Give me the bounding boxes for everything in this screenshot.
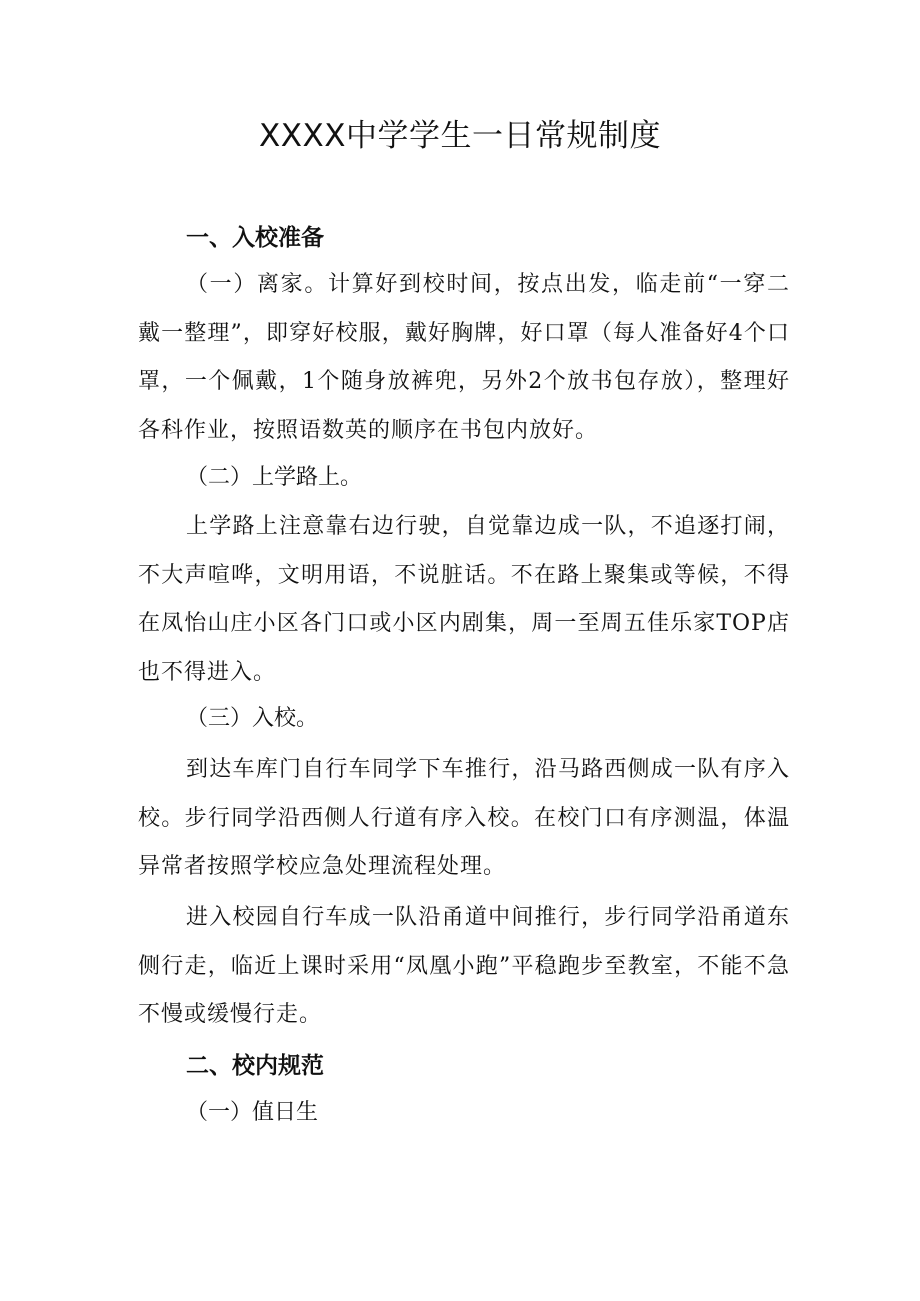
section-heading-2: 二、校内规范 bbox=[186, 1053, 324, 1079]
subsection-label: （一） bbox=[186, 272, 258, 297]
paragraph-text: 离家。计算好到校时间，按点出发，临走前“一穿二戴一整理”，即穿好校服，戴好胸牌，好口罩（每人准备好4个口罩，一个佩戴，1个随身放裤兜，另外2个放书包存放），整理好各科作业，按照语数英的顺序在书包内放好。 bbox=[138, 272, 790, 443]
subsection-heading-commute: （二）上学路上。 bbox=[186, 465, 363, 490]
paragraph-entering-2: 进入校园自行车成一队沿甬道中间推行，步行同学沿甬道东侧行走，临近上课时采用“凤凰小跑”平稳跑步至教室，不能不急不慢或缓慢行走。 bbox=[138, 905, 790, 1027]
paragraph-entering-1: 到达车库门自行车同学下车推行，沿马路西侧成一队有序入校。步行同学沿西侧人行道有序入校。在校门口有序测温，体温异常者按照学校应急处理流程处理。 bbox=[138, 757, 790, 879]
subsection-heading-entering: （三）入校。 bbox=[186, 706, 319, 731]
subsection-heading-duty: （一）值日生 bbox=[186, 1100, 319, 1125]
paragraph-commute: 上学路上注意靠右边行驶，自觉靠边成一队，不追逐打闹，不大声喧哗，文明用语，不说脏话。不在路上聚集或等候，不得在凤怡山庄小区各门口或小区内剧集，周一至周五佳乐家TOP店也不得进入。 bbox=[138, 514, 790, 685]
section-heading-1: 一、入校准备 bbox=[186, 225, 324, 251]
document-title: XXXX中学学生一日常规制度 bbox=[259, 118, 661, 154]
paragraph-leave-home bbox=[138, 261, 790, 455]
